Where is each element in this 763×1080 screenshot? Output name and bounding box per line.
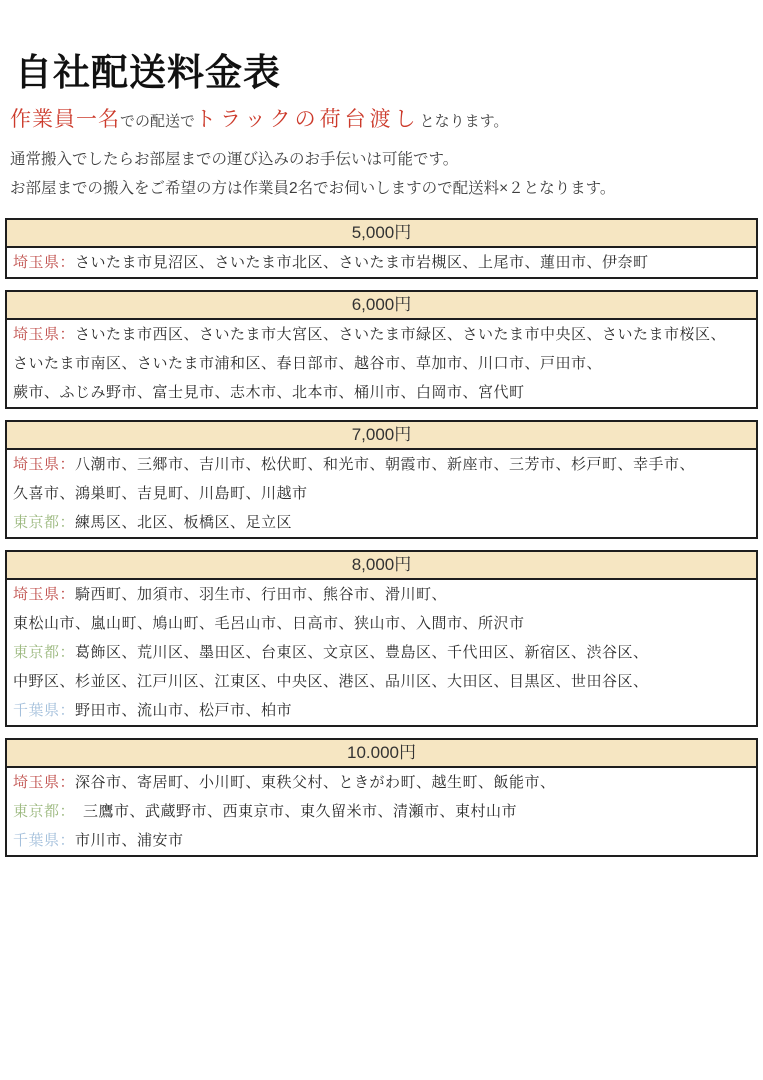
region-list <box>7 768 756 855</box>
city-list: さいたま市見沼区、さいたま市北区、さいたま市岩槻区、上尾市、蓮田市、伊奈町 <box>75 254 649 271</box>
prefecture-label: 埼玉県： <box>13 586 76 603</box>
intro-text-segment: となります。 <box>419 113 509 130</box>
region-list <box>7 580 756 725</box>
price-header: 8,000円 <box>7 552 756 580</box>
fee-table <box>5 550 758 727</box>
intro-emphasis-segment: トラックの荷台渡し <box>195 108 420 131</box>
prefecture-label: 東京都： <box>13 803 68 820</box>
fee-table <box>5 290 758 409</box>
fee-table <box>5 218 758 279</box>
prefecture-label: 千葉県： <box>13 702 76 719</box>
region-list <box>7 248 756 277</box>
region-line <box>13 797 750 826</box>
prefecture-label: 千葉県： <box>13 832 76 849</box>
city-list: 野田市、流山市、松戸市、柏市 <box>75 702 293 719</box>
prefecture-label: 埼玉県： <box>13 254 76 271</box>
region-line <box>13 667 750 696</box>
price-header: 5,000円 <box>7 220 756 248</box>
fee-table <box>5 420 758 539</box>
region-line <box>13 248 750 277</box>
city-list: 騎西町、加須市、羽生市、行田市、熊谷市、滑川町、 <box>75 586 448 603</box>
intro-emphasis-segment: 作業員一名 <box>10 108 120 131</box>
region-line <box>13 378 750 407</box>
city-list: 八潮市、三郷市、吉川市、松伏町、和光市、朝霞市、新座市、三芳市、杉戸町、幸手市、 <box>75 456 696 473</box>
region-line <box>13 696 750 725</box>
region-line <box>13 638 750 667</box>
city-list: 蕨市、ふじみ野市、富士見市、志木市、北本市、桶川市、白岡市、宮代町 <box>13 384 525 401</box>
city-list: さいたま市南区、さいたま市浦和区、春日部市、越谷市、草加市、川口市、戸田市、 <box>13 355 603 372</box>
city-list: 三鷹市、武蔵野市、西東京市、東久留米市、清瀬市、東村山市 <box>67 803 518 820</box>
region-line <box>13 320 750 349</box>
city-list: 東松山市、嵐山町、鳩山町、毛呂山市、日高市、狭山市、入間市、所沢市 <box>13 615 525 632</box>
intro-emphasis-line <box>10 103 755 139</box>
prefecture-label: 東京都： <box>13 644 76 661</box>
region-list <box>7 320 756 407</box>
intro-block <box>10 103 755 203</box>
region-line <box>13 768 750 797</box>
price-header: 6,000円 <box>7 292 756 320</box>
fee-tables <box>5 218 758 868</box>
region-line <box>13 826 750 855</box>
fee-table <box>5 738 758 857</box>
prefecture-label: 埼玉県： <box>13 456 76 473</box>
region-line <box>13 580 750 609</box>
prefecture-label: 埼玉県： <box>13 326 76 343</box>
price-header: 10.000円 <box>7 740 756 768</box>
city-list: 葛飾区、荒川区、墨田区、台東区、文京区、豊島区、千代田区、新宿区、渋谷区、 <box>75 644 649 661</box>
city-list: 中野区、杉並区、江戸川区、江東区、中央区、港区、品川区、大田区、目黒区、世田谷区、 <box>13 673 649 690</box>
intro-line2: 通常搬入でしたらお部屋までの運び込みのお手伝いは可能です。 <box>10 151 459 168</box>
region-line <box>13 479 750 508</box>
region-line <box>13 508 750 537</box>
intro-line3: お部屋までの搬入をご希望の方は作業員2名でお伺いしますので配送料×２となります。 <box>10 180 616 197</box>
page-title: 自社配送料金表 <box>15 52 281 93</box>
region-list <box>7 450 756 537</box>
prefecture-label: 埼玉県： <box>13 774 76 791</box>
prefecture-label: 東京都： <box>13 514 76 531</box>
city-list: さいたま市西区、さいたま市大宮区、さいたま市緑区、さいたま市中央区、さいたま市桜区、 <box>75 326 727 343</box>
region-line <box>13 609 750 638</box>
price-header: 7,000円 <box>7 422 756 450</box>
region-line <box>13 349 750 378</box>
intro-text-segment: での配送で <box>120 113 196 130</box>
city-list: 市川市、浦安市 <box>75 832 184 849</box>
city-list: 練馬区、北区、板橋区、足立区 <box>75 514 293 531</box>
city-list: 久喜市、鴻巣町、吉見町、川島町、川越市 <box>13 485 308 502</box>
region-line <box>13 450 750 479</box>
city-list: 深谷市、寄居町、小川町、東秩父村、ときがわ町、越生町、飯能市、 <box>75 774 556 791</box>
